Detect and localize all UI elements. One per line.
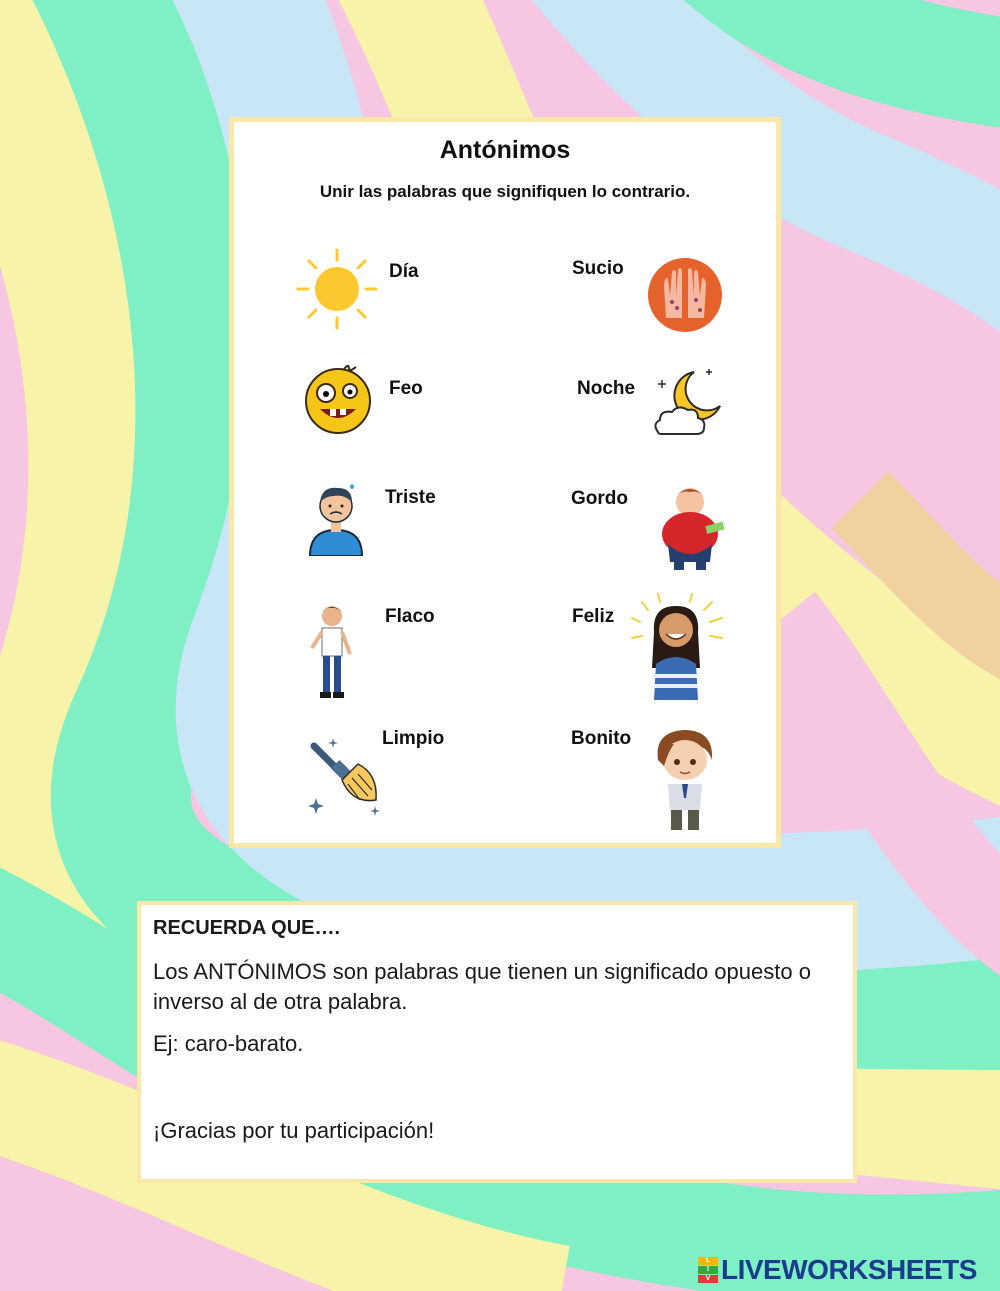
- definition-text: Los ANTÓNIMOS son palabras que tienen un significado opuesto o inverso al de otra palabra.: [153, 959, 811, 1014]
- moon-cloud-icon: [648, 362, 728, 442]
- sun-icon: [292, 246, 382, 332]
- liveworksheets-logo[interactable]: [698, 1255, 977, 1285]
- dirty-hands-icon: [646, 256, 724, 334]
- happy-girl-icon: [630, 592, 726, 704]
- sad-boy-icon: [306, 480, 366, 556]
- handsome-boy-icon: [648, 726, 722, 834]
- logo-badge: [698, 1257, 718, 1283]
- word-gordo[interactable]: Gordo: [571, 488, 628, 509]
- broom-icon: [302, 734, 386, 818]
- word-limpio[interactable]: Limpio: [382, 728, 445, 749]
- example-text: Ej: caro-barato.: [153, 1031, 304, 1056]
- thanks-text: ¡Gracias por tu participación!: [153, 1118, 435, 1143]
- brand-name: LIVEWORKSHEETS: [721, 1254, 977, 1285]
- instruction-text: Unir las palabras que signifiquen lo contrario.: [319, 182, 691, 201]
- worksheet-card: [229, 117, 781, 848]
- thin-boy-icon: [306, 602, 356, 702]
- word-feliz[interactable]: Feliz: [572, 606, 615, 627]
- page-title: Antónimos: [439, 136, 571, 164]
- badge-letter-i: I: [698, 1266, 718, 1274]
- word-flaco[interactable]: Flaco: [385, 606, 435, 627]
- word-dia[interactable]: Día: [389, 261, 419, 282]
- badge-letter-v: V: [698, 1275, 718, 1283]
- fat-boy-icon: [654, 484, 728, 572]
- word-bonito[interactable]: Bonito: [571, 728, 632, 749]
- reminder-box: [137, 901, 857, 1183]
- badge-letter-l: L: [698, 1257, 718, 1265]
- word-triste[interactable]: Triste: [385, 487, 436, 508]
- word-noche[interactable]: Noche: [577, 378, 636, 399]
- ugly-face-icon: [304, 365, 372, 435]
- word-feo[interactable]: Feo: [389, 378, 423, 399]
- word-sucio[interactable]: Sucio: [572, 258, 624, 279]
- reminder-heading: RECUERDA QUE….: [153, 917, 341, 939]
